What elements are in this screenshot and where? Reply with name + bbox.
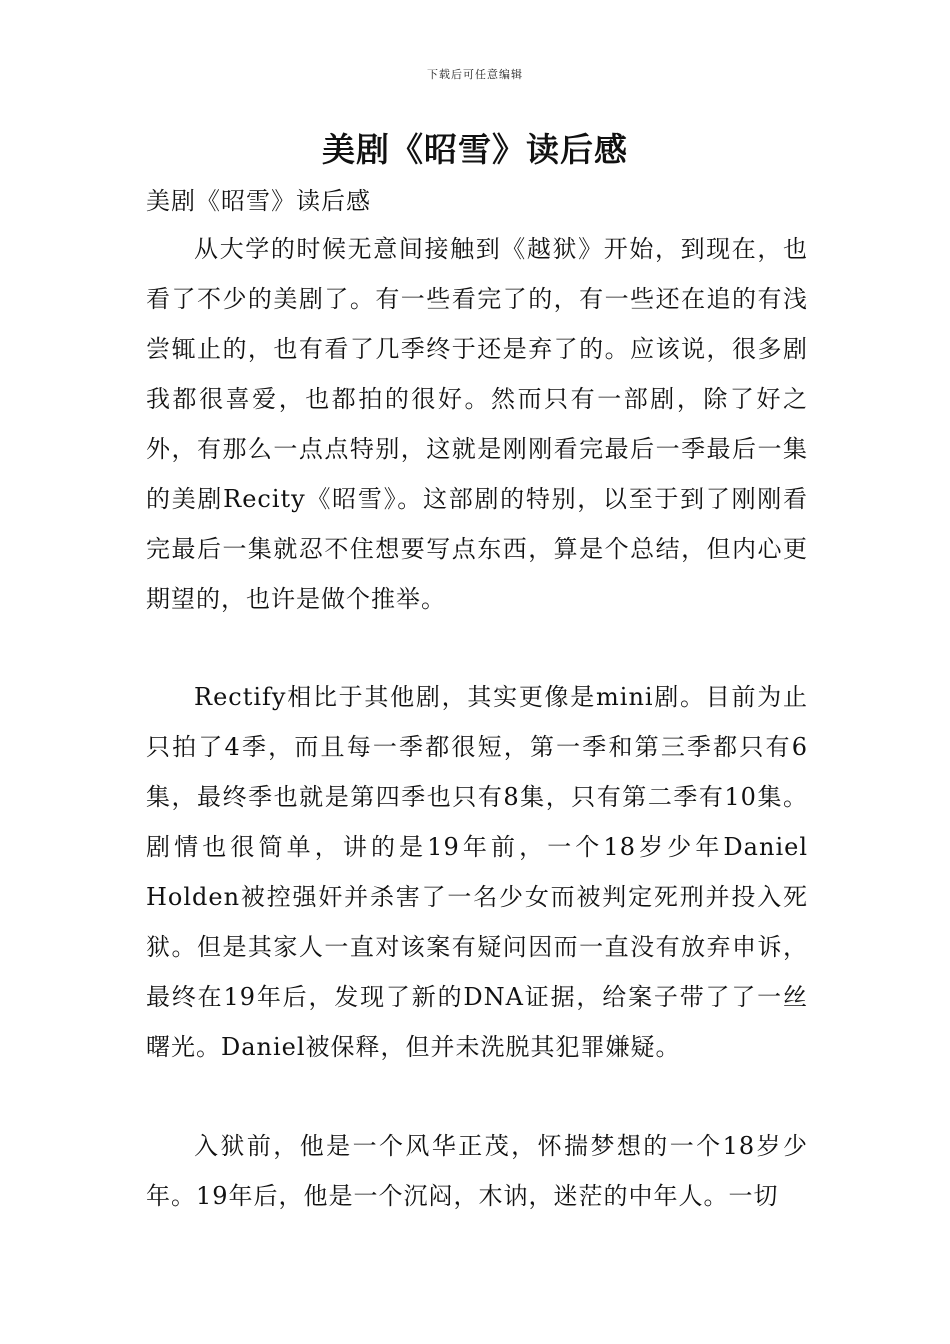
header-note: 下载后可任意编辑 bbox=[427, 68, 523, 81]
document-subtitle: 美剧《昭雪》读后感 bbox=[146, 187, 371, 215]
paragraph-1: 从大学的时候无意间接触到《越狱》开始，到现在，也看了不少的美剧了。有一些看完了的，有一些还在追的有浅尝辄止的，也有看了几季终于还是弃了的。应该说，很多剧我都很喜爱，也都拍的很好。然而只有一部剧，除了好之外，有那么一点点特别，这就是刚刚看完最后一季最后一集的美剧Recity《昭雪》。这部剧的特别，以至于到了刚刚看完最后一集就忍不住想要写点东西，算是个总结，但内心更期望的，也许是做个推举。 bbox=[146, 235, 808, 613]
paragraph-2: Rectify相比于其他剧，其实更像是mini剧。目前为止只拍了4季，而且每一季都很短，第一季和第三季都只有6集，最终季也就是第四季也只有8集，只有第二季有10集。剧情也很简单，讲的是19年前，一个18岁少年Daniel Holden被控强奸并杀害了一名少女而被判定死刑并投入死狱。但是其家人一直对该案有疑问因而一直没有放弃申诉，最终在19年后，发现了新的DNA证据，给案子带了了一丝曙光。Daniel被保释，但并未洗脱其犯罪嫌疑。 bbox=[146, 683, 808, 1061]
paragraph-3: 入狱前，他是一个风华正茂，怀揣梦想的一个18岁少年。19年后，他是一个沉闷，木讷，迷茫的中年人。一切 bbox=[146, 1132, 808, 1210]
document-title: 美剧《昭雪》读后感 bbox=[322, 130, 628, 169]
